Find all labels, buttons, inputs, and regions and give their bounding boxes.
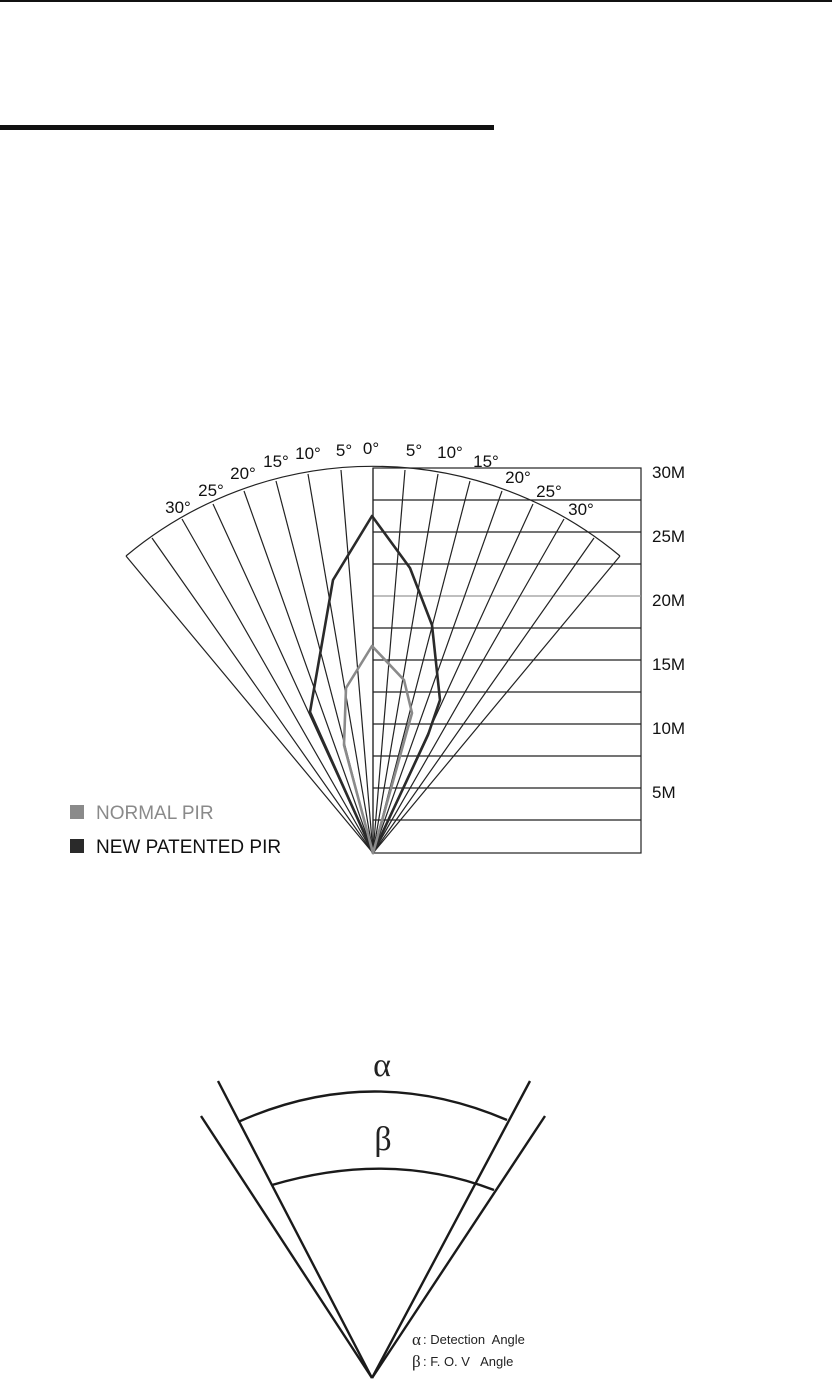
angle-label-left: 25° [198, 481, 224, 500]
angle-label-right: 10° [437, 443, 463, 462]
legend [70, 803, 281, 858]
angle-label-right: 25° [536, 482, 562, 501]
distance-label: 10M [652, 719, 686, 738]
angle-label-right: 30° [568, 500, 594, 519]
distance-label: 20M [652, 591, 686, 610]
angle-label-left: 15° [263, 452, 289, 471]
range-diagram [70, 439, 685, 858]
angle-label-left: 30° [165, 498, 191, 517]
fov-angle-left-line [218, 1081, 372, 1378]
legend-alpha-symbol: α [412, 1330, 421, 1349]
beta-symbol: β [374, 1121, 392, 1158]
legend-beta-symbol: β [412, 1352, 421, 1371]
legend-swatch-patented [70, 839, 84, 853]
legend-label-patented: NEW PATENTED PIR [96, 837, 282, 858]
legend-swatch-normal [70, 805, 84, 819]
fan-ray [373, 538, 594, 853]
legend-alpha-text: : Detection Angle [423, 1332, 525, 1347]
angle-label-right: 15° [473, 452, 499, 471]
angle-label-0: 0° [362, 439, 380, 458]
distance-label: 25M [652, 527, 686, 546]
detection-angle-left-line [201, 1116, 372, 1378]
legend-label-normal: NORMAL PIR [96, 803, 214, 824]
legend-beta-text: : F. O. V Angle [423, 1354, 514, 1369]
beta-arc [272, 1169, 494, 1190]
angle-label-right: 5° [405, 441, 423, 460]
alpha-symbol: α [373, 1047, 391, 1084]
angle-label-left: 10° [295, 444, 321, 463]
distance-label: 15M [652, 655, 686, 674]
distance-label: 30M [652, 463, 686, 482]
angle-label-left: 20° [230, 464, 256, 483]
distance-label: 5M [652, 783, 676, 802]
angle-label-left: 5° [335, 441, 353, 460]
angle-label-right: 20° [505, 468, 531, 487]
alpha-arc [238, 1091, 507, 1122]
